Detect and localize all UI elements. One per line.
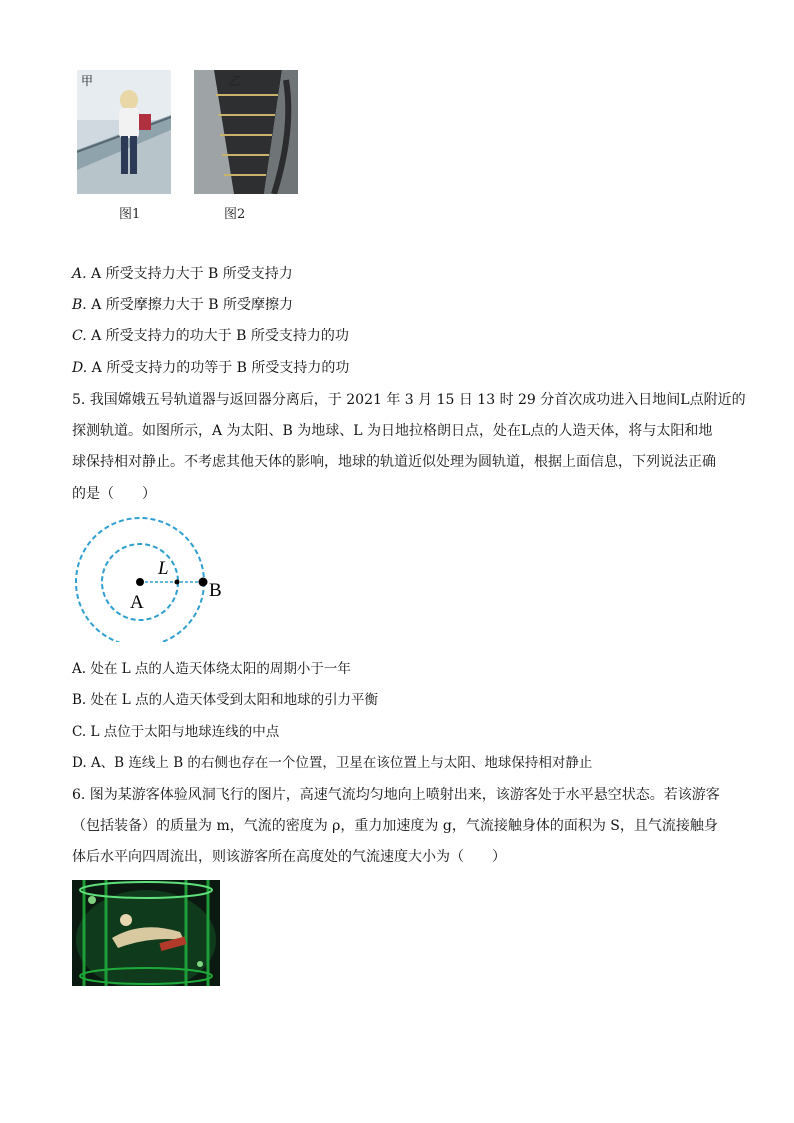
q5-option-d-text: A、B 连线上 B 的右侧也存在一个位置，卫星在该位置上与太阳、地球保持相对静止 — [90, 755, 593, 771]
wind-tunnel-photo-image — [72, 880, 220, 986]
q4-option-d-letter: D. — [72, 360, 88, 376]
escalator-photo-2-image — [194, 70, 298, 194]
earth-point — [199, 578, 208, 587]
q5-option-a-letter: A. — [72, 661, 87, 677]
escalator-photo-2 — [194, 70, 298, 194]
photo-1-label: 甲 — [81, 74, 94, 88]
q5-option-d-letter: D. — [72, 755, 87, 771]
q5-stem-line-2: 探测轨道。如图所示，A 为太阳、B 为地球、L 为日地拉格朗日点，处在L点的人造天体，将与太阳和地 — [72, 423, 713, 439]
q6-stem-line-1: 6. 图为某游客体验风洞飞行的图片，高速气流均匀地向上喷射出来，该游客处于水平悬空状态。若该游客 — [72, 787, 720, 803]
q4-option-d — [72, 358, 349, 378]
q5-option-b — [72, 690, 378, 710]
q6-stem-line-2: （包括装备）的质量为 m，气流的密度为 ρ，重力加速度为 g，气流接触身体的面积为 S，且气流接触身 — [72, 818, 718, 834]
figure-1-caption: 图1 — [119, 207, 141, 222]
q5-option-b-letter: B. — [72, 692, 87, 708]
q5-option-b-text: 处在 L 点的人造天体受到太阳和地球的引力平衡 — [90, 692, 379, 708]
wind-tunnel-photo — [72, 880, 220, 986]
q5-stem-line-1: 5. 我国嫦娥五号轨道器与返回器分离后，于 2021 年 3 月 15 日 13 时 29 分首次成功进入日地间L点附近的 — [72, 392, 746, 408]
label-lagrange: L — [158, 558, 169, 579]
q5-option-a-text: 处在 L 点的人造天体绕太阳的周期小于一年 — [90, 661, 351, 677]
lagrange-point — [175, 580, 180, 585]
q5-option-c — [72, 722, 279, 742]
q4-option-a-letter: A. — [72, 266, 87, 282]
label-sun: A — [130, 592, 144, 613]
escalator-photo-1 — [77, 70, 171, 194]
label-earth: B — [209, 580, 222, 601]
lagrange-orbit-diagram — [70, 516, 240, 642]
q5-option-c-letter: C. — [72, 724, 87, 740]
q5-stem-line-4: 的是（ ） — [72, 486, 156, 502]
q5-option-a — [72, 659, 351, 679]
q4-option-c — [72, 326, 349, 346]
q4-option-d-text: A 所受支持力的功等于 B 所受支持力的功 — [91, 360, 350, 376]
q5-option-c-text: L 点位于太阳与地球连线的中点 — [90, 724, 280, 740]
q4-option-a-text: A 所受支持力大于 B 所受支持力 — [91, 266, 293, 282]
sun-point — [136, 578, 144, 586]
q4-option-c-text: A 所受支持力的功大于 B 所受支持力的功 — [91, 328, 349, 344]
q6-stem-line-3: 体后水平向四周流出，则该游客所在高度处的气流速度大小为（ ） — [72, 849, 506, 865]
q4-option-c-letter: C. — [72, 328, 87, 344]
q4-option-b — [72, 295, 293, 315]
q4-option-a — [72, 264, 293, 284]
figure-2-caption: 图2 — [224, 207, 246, 222]
q4-option-b-text: A 所受摩擦力大于 B 所受摩擦力 — [91, 297, 293, 313]
q4-option-b-letter: B. — [72, 297, 87, 313]
q5-option-d — [72, 753, 592, 773]
q5-stem-line-3: 球保持相对静止。不考虑其他天体的影响，地球的轨道近似处理为圆轨道，根据上面信息，下列说法正确 — [72, 454, 716, 470]
photo-2-label: 乙 — [228, 74, 241, 88]
